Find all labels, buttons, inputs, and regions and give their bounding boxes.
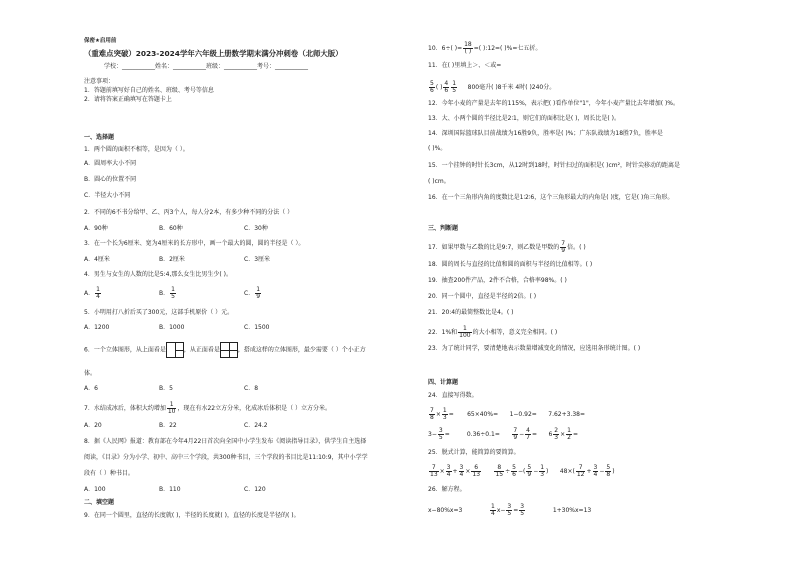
q8-option-a: A．100 [84,486,106,493]
fraction: $\frac{1}{4}$ [96,286,100,300]
fraction: $\frac{1}{100}$ [459,325,471,339]
fraction: $\frac{5}{9}$ [527,464,532,478]
question-16: 16．在一个三角形内角的度数比是1∶2∶6，这个三角形最大的内角是( )度，它是( )角三角形。 [428,194,674,201]
q1-option-b: B．圆心的位置不同 [84,176,137,183]
fraction: $\frac{3}{5}$ [507,503,512,517]
fraction: $\frac{18}{( )}$ [464,41,472,55]
question-17: 17．如果甲数与乙数的比是9:7，则乙数是甲数的 $\frac{7}{9}$ 倍。( ) [428,240,586,254]
question-18: 18．圆的周长与直径的比值和圆的面积与半径的比值相等。( ) [428,261,593,268]
q2-option-c: C．30种 [244,225,268,232]
q6-option-b: B．5 [159,385,173,392]
fraction: $\frac{1}{3}$ [540,464,545,478]
section-fill: 二、填空题 [84,499,115,506]
fraction: $\frac{1}{2}$ [567,427,571,441]
exam-title: （重难点突破）2023-2024学年六年级上册数学期末满分冲刺卷（北师大版） [84,49,343,58]
fraction: $\frac{1}{10}$ [167,401,176,415]
notes-heading: 注意事项： [84,78,115,85]
fraction: $\frac{5}{6}$ [512,464,516,478]
q3-option-b: B．2厘米 [159,256,185,263]
q5-option-c: C．1500 [244,324,270,331]
equation-row: x−80%x=3 $\frac{1}{4}$ x− $\frac{3}{5}$ = $\frac{3}{5}$ 1+30%x=13 [428,503,592,517]
question-24: 24．直接写得数。 [428,392,478,399]
question-5: 5．小明用打八折后买了300元，这部手机原价（ ）元。 [84,309,234,316]
question-8-line3: 段有（ ）种书目。 [84,470,134,477]
question-8-line2: 阅读，《目录》分为小学、初中、高中三个学段，共300种书目，三个学段的书目比是11:10:9，其中小学学 [84,454,368,461]
q3-option-a: A．4厘米 [84,256,110,263]
fraction: $\frac{7}{13}$ [430,464,438,478]
question-14: 14．深圳国际篮球队目前战绩为16胜9负，胜率是( )%；广东队战绩为18胜7负，胜率是 [428,130,663,137]
question-4: 4．男生与女生的人数的比是5:4,那么女生比男生少( )。 [84,271,232,278]
fraction: $\frac{6}{13}$ [472,464,481,478]
question-8: 8．据《人民网》报道：教育部在今年4月22日首次向全国中小学生发布《阅读指导目录》，供学生自主选择 [84,438,367,445]
question-10: 10．6÷( )= $\frac{18}{( )}$ =( ):12=( )%=七五折。 [428,41,542,55]
q1-option-a: A．圆周率大小不同 [84,160,137,167]
fraction: $\frac{1}{5}$ [452,80,457,94]
question-6-tail: 体。 [84,370,97,377]
question-12: 12．今年小麦的产量是去年的115%，表示把( )看作单位"1"，今年小麦产量比去年增加( )%。 [428,100,680,107]
front-view-figure [220,342,238,358]
question-22: 22．1%和 $\frac{1}{100}$ 的大小相等，意义完全相同。( ) [428,325,558,339]
fraction: $\frac{4}{7}$ [526,427,530,441]
q6-option-c: C．8 [244,385,259,392]
question-15: 15．一个挂钟的时针长3cm，从12时到18时，时针扫过的面积是( )cm²，时针尖移动的距离是 [428,162,681,169]
q5-option-b: B．1000 [159,324,185,331]
q8-option-c: C．120 [244,486,266,493]
fraction: $\frac{2}{3}$ [554,427,559,441]
section-calc: 四、计算题 [428,379,459,386]
q1-option-c: C．半径大小不同 [84,192,131,199]
section-judge: 三、判断题 [428,225,459,232]
q6-option-a: A．6 [84,385,98,392]
q5-option-a: A．1200 [84,324,110,331]
question-26: 26．解方程。 [428,486,466,493]
fraction: $\frac{4}{6}$ [444,80,449,94]
q2-option-b: B．60种 [159,225,183,232]
question-11: 11．在( )里填上＞、＜或= [428,62,502,69]
q4-option-a: A． $\frac{1}{4}$ [84,286,100,300]
q8-option-b: B．110 [159,486,181,493]
question-15-line2: ( )cm。 [428,178,450,185]
fraction: $\frac{7}{12}$ [576,464,585,478]
question-13: 13．大、小两个圆的半径比是2∶1，则它们的面积比是( )，周长比是( )。 [428,115,621,122]
fraction: $\frac{1}{5}$ [171,286,175,300]
q4-option-c: C． $\frac{1}{9}$ [244,286,261,300]
secret-label: 保密★启用前 [84,38,117,44]
note-2: 2．请将答案正确填写在答题卡上 [84,96,172,103]
question-23: 23．为了统计同学，要清楚地表示数量增减变化的情况，应选用条形统计图。( ) [428,345,641,352]
fraction: $\frac{7}{9}$ [561,240,566,254]
q7-option-b: B．22 [159,422,177,429]
question-3: 3．在一个长为6厘米、宽为4厘米的长方形中，画一个最大的圆，圆的半径是（ ）。 [84,240,305,247]
q3-option-c: C．3厘米 [244,256,271,263]
question-2: 2．不同的6不书分给甲、乙、丙3个人，每人分2本，有多少种不同的分法（ ） [84,209,294,216]
fraction: $\frac{5}{6}$ [430,80,434,94]
q4-option-b: B． $\frac{1}{5}$ [159,286,175,300]
fraction: $\frac{3}{5}$ [520,503,525,517]
fraction: $\frac{3}{5}$ [438,427,443,441]
student-info-line: 学校：___________姓名：___________班级：___________考号：___________ [104,63,309,70]
q7-option-c: C．24.2 [244,422,268,429]
section-choice: 一、选择题 [84,134,115,141]
question-1: 1．两个圆的面积不相等，是因为（ ）。 [84,146,189,153]
fraction: $\frac{3}{4}$ [459,464,464,478]
q7-option-a: A．20 [84,422,102,429]
fraction: $\frac{1}{4}$ [491,503,495,517]
fraction: $\frac{7}{9}$ [513,427,518,441]
calc-row-1: $\frac{7}{8}$ × $\frac{1}{3}$ = 65×40%= 1−0.92= 7.62+3.38= [430,407,586,421]
calc-row-2: 3− $\frac{3}{5}$ = 0.36÷0.1= $\frac{7}{9}$ − $\frac{4}{7}$ = 6 $\frac{2}{3}$ × $\frac{1}{2}$ = [428,427,579,441]
question-7: 7．水结成冰后，体积大约增加 $\frac{1}{10}$ ，现在有水22立方分米，化成冰后体积是（ ）立方分米。 [84,401,332,415]
fraction: $\frac{7}{8}$ [430,407,434,421]
fraction: $\frac{1}{3}$ [442,407,447,421]
fraction: $\frac{1}{9}$ [256,286,261,300]
question-19: 19．抽查200件产品，2件不合格，合格率98%。( ) [428,277,567,284]
question-11-items: $\frac{5}{6}$ ( ) $\frac{4}{6}$ $\frac{1}{5}$ 800毫升( )8千米 4时( )240分。 [430,80,556,94]
question-20: 20．同一个圆中，直径是半径的2倍。( ) [428,293,537,300]
calc-row-3: $\frac{7}{13}$ × $\frac{3}{4}$ + $\frac{3}{4}$ × $\frac{6}{13}$ $\frac{8}{15}$ ÷ $\frac{5}{6}$ −( $\frac{5}{9}$ − $\frac{1}{3}$ ) 48×( $\frac{7}{12}$ + $\frac{3}{4}$ − $\frac{5}{8}$ ) [430,464,615,478]
question-14-line2: ( )%。 [428,145,447,152]
question-9: 9．在同一个圆里，直径的长度就( )，半径的长度就( )，直径的长度是半径的( )。 [84,512,300,519]
top-view-figure [166,342,184,358]
fraction: $\frac{8}{15}$ [495,464,504,478]
question-25: 25．脱式计算，能简算的要简算。 [428,449,520,456]
fraction: $\frac{5}{8}$ [606,464,611,478]
q2-option-a: A．90种 [84,225,108,232]
question-6: 6．一个立体图形，从上面看是 ，从正面看是 ，搭成这样的立体图形，最少需要（ ）个小正方 [84,342,366,358]
note-1: 1．答题前填写好自己的姓名、班级、考号等信息 [84,87,214,94]
fraction: $\frac{3}{4}$ [593,464,598,478]
question-21: 21．20:4的最简整数比是4。( ) [428,309,514,316]
fraction: $\frac{3}{4}$ [446,464,451,478]
